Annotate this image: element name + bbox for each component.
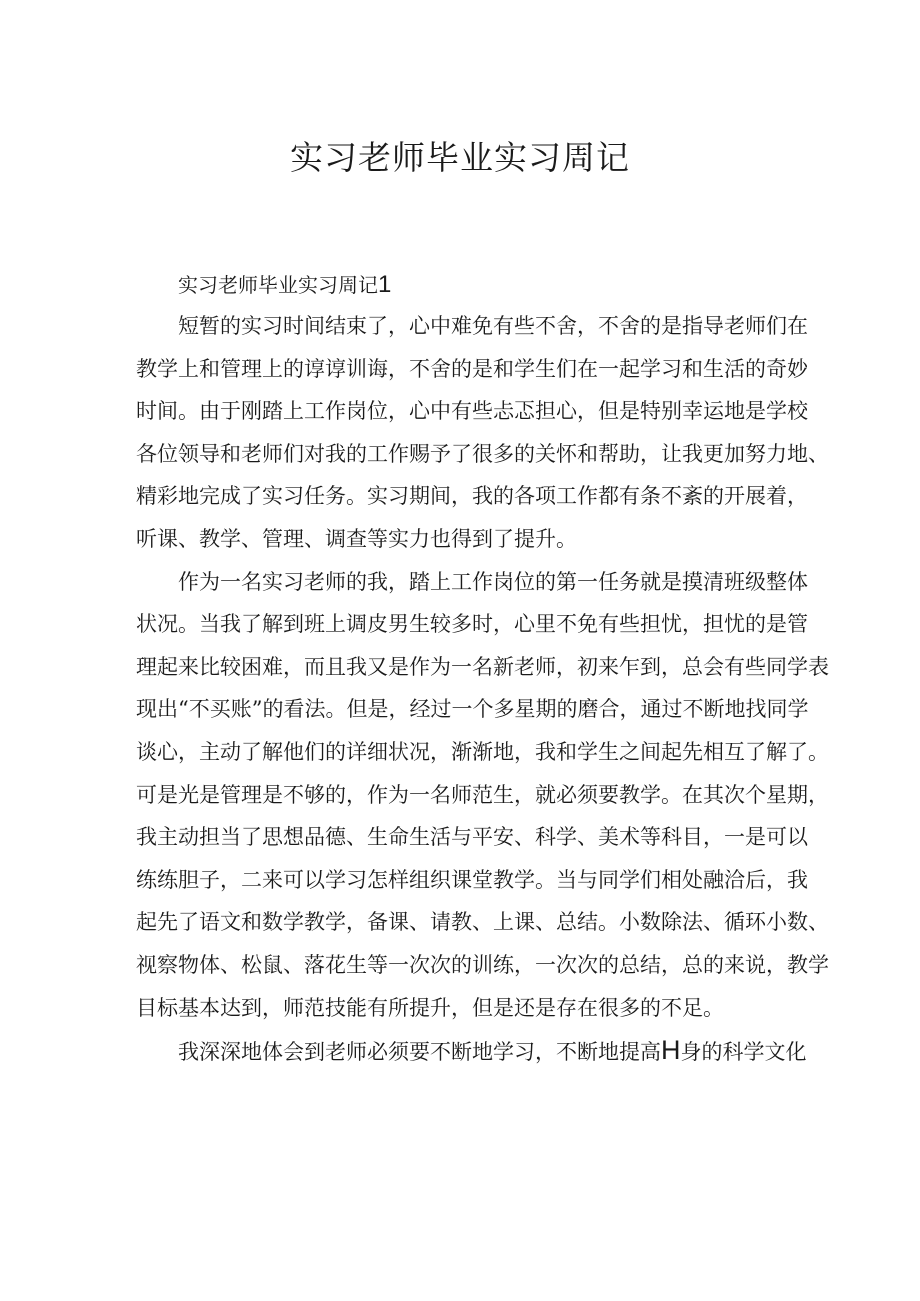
section-heading	[136, 265, 796, 305]
paragraph-line: 理起来比较困难，而且我又是作为一名新老师，初来乍到，总会有些同学表	[136, 654, 829, 679]
section-heading-text: 实习老师毕业实习周记	[178, 273, 378, 297]
paragraph-3	[136, 1029, 807, 1074]
section-number: 1	[378, 271, 392, 298]
paragraph-2	[136, 561, 829, 1030]
paragraph-line: 作为一名实习老师的我，踏上工作岗位的第一任务就是摸清班级整体	[178, 569, 808, 594]
paragraph-line: 现出“不买账”的看法。但是，经过一个多星期的磨合，通过不断地找同学	[136, 697, 809, 722]
paragraph-line: 起先了语文和数学教学，备课、请教、上课、总结。小数除法、循环小数、	[136, 910, 829, 935]
last-line-end: 身的科学文化	[680, 1040, 807, 1065]
paragraph-1	[136, 305, 829, 561]
paragraph-line: 视察物体、松鼠、落花生等一次次的训练，一次次的总结，总的来说，教学	[136, 952, 829, 977]
paragraph-line: 精彩地完成了实习任务。实习期间，我的各项工作都有条不紊的开展着，	[136, 484, 808, 509]
paragraph-line: 我主动担当了思想品德、生命生活与平安、科学、美术等科目，一是可以	[136, 825, 808, 850]
paragraph-line: 短暂的实习时间结束了，心中难免有些不舍，不舍的是指导老师们在	[178, 314, 808, 338]
paragraph-line: 各位领导和老师们对我的工作赐予了很多的关怀和帮助，让我更加努力地、	[136, 441, 829, 466]
document-body	[136, 265, 829, 1074]
paragraph-line: 谈心，主动了解他们的详细状况，渐渐地，我和学生之间起先相互了解了。	[136, 739, 829, 764]
large-letter: H	[661, 1035, 681, 1066]
document-title: 实习老师毕业实习周记	[290, 138, 630, 177]
paragraph-line: 目标基本达到，师范技能有所提升，但是还是存在很多的不足。	[136, 995, 724, 1020]
paragraph-line: 练练胆子，二来可以学习怎样组织课堂教学。当与同学们相处融洽后，我	[136, 867, 808, 892]
paragraph-line: 听课、教学、管理、调查等实力也得到了提升。	[136, 526, 577, 551]
paragraph-line	[136, 1029, 807, 1074]
paragraph-line: 可是光是管理是不够的，作为一名师范生，就必须要教学。在其次个星期，	[136, 782, 829, 807]
paragraph-line: 状况。当我了解到班上调皮男生较多时，心里不免有些担忧，担忧的是管	[136, 612, 808, 637]
last-line-start: 我深深地体会到老师必须要不断地学习，不断地提高	[178, 1040, 661, 1065]
paragraph-line: 时间。由于刚踏上工作岗位，心中有些忐忑担心，但是特别幸运地是学校	[136, 399, 808, 424]
paragraph-line: 教学上和管理上的谆谆训诲，不舍的是和学生们在一起学习和生活的奇妙	[136, 356, 808, 381]
